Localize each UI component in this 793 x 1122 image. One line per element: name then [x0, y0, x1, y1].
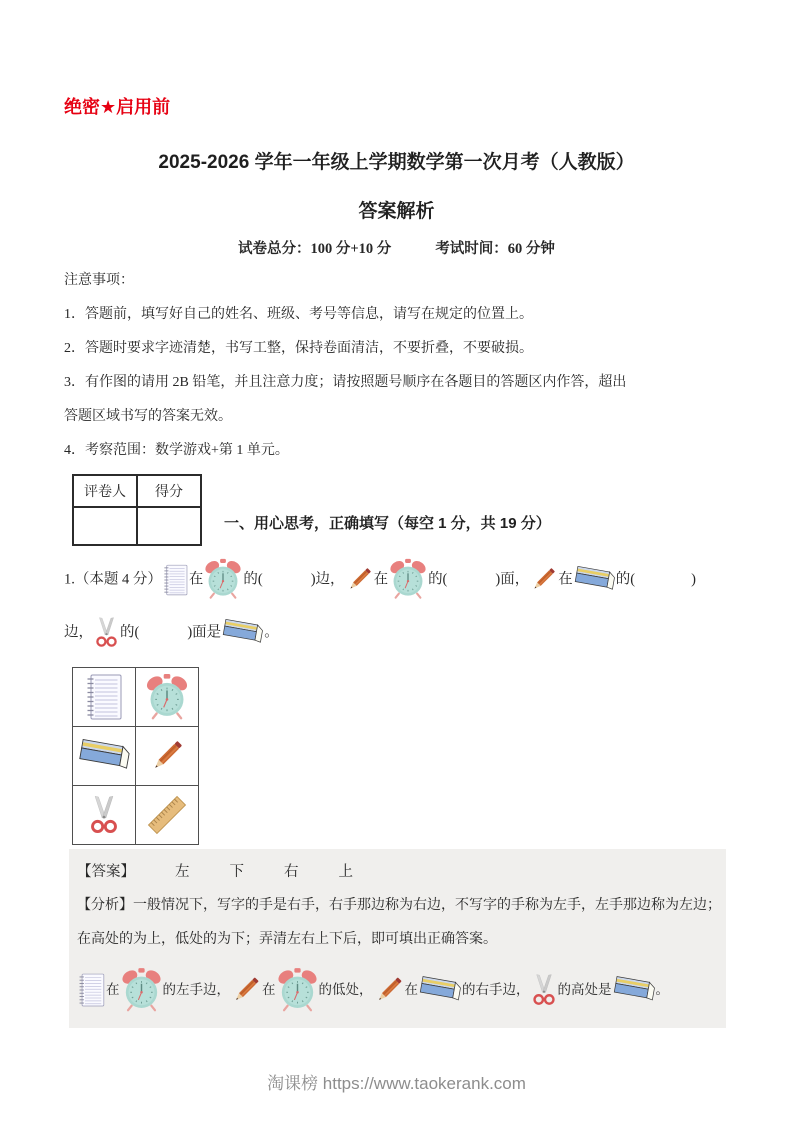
notebook-icon	[77, 965, 106, 1015]
eraser-icon	[573, 564, 616, 595]
pencil-icon	[345, 565, 374, 594]
answer-analysis-block	[69, 849, 726, 1028]
question-1-text: 的(	[120, 624, 140, 641]
question-1-text: 在	[373, 571, 389, 588]
analysis-text: 。	[655, 982, 669, 998]
question-1-text: 的(	[428, 571, 448, 588]
grid-cell-eraser	[73, 727, 136, 786]
eraser-icon	[221, 617, 264, 648]
notice-item-2: 2．答题时要求字迹清楚，书写工整，保持卷面清洁，不要折叠，不要破损。	[64, 341, 533, 356]
page-subtitle: 答案解析	[358, 201, 435, 222]
grid-cell-alarm-clock	[136, 668, 199, 727]
question-1	[64, 556, 729, 655]
ruler-icon	[145, 793, 189, 837]
secret-label: 绝密★启用前	[64, 97, 171, 117]
pencil-icon	[230, 974, 262, 1006]
answer-value-2: 下	[229, 864, 244, 881]
grid-cell-ruler	[136, 786, 199, 845]
question-1-text: 边，	[64, 624, 93, 641]
grid-row-1	[73, 668, 199, 727]
exam-time-label: 考试时间：60 分钟	[435, 241, 555, 257]
grader-and-section-row	[64, 474, 729, 546]
answer-value-3: 右	[284, 864, 299, 881]
notebook-icon	[84, 672, 124, 722]
grid-cell-notebook	[73, 668, 136, 727]
grid-row-2	[73, 727, 199, 786]
grid-cell-scissors	[73, 786, 136, 845]
pencil-icon	[529, 565, 558, 594]
question-1-text: 的(	[615, 571, 636, 588]
notice-item-1: 1．答题前，填写好自己的姓名、班级、考号等信息，请写在规定的位置上。	[64, 307, 533, 322]
grid-cell-pencil	[136, 727, 199, 786]
question-1-line-1	[64, 556, 729, 603]
notice-section	[64, 270, 729, 461]
analysis-text: 在	[404, 982, 418, 998]
question-1-text: )	[691, 571, 696, 588]
alarm-clock-icon	[388, 558, 428, 601]
notice-item-3-wrap: 答题区域书写的答案无效。	[64, 409, 232, 424]
analysis-text: 的右手边，	[462, 982, 530, 998]
question-1-number: 1.（本题 4 分）	[64, 571, 162, 588]
exam-meta	[64, 237, 729, 258]
question-1-text: 的(	[243, 571, 263, 588]
pencil-icon	[373, 974, 405, 1006]
analysis-line-1	[77, 895, 720, 916]
eraser-icon	[77, 737, 131, 775]
analysis-label: 【分析】	[77, 898, 133, 914]
grader-header-reviewer: 评卷人	[73, 475, 137, 507]
question-1-text: 。	[264, 624, 279, 641]
eraser-icon	[612, 974, 656, 1006]
alarm-clock-icon	[203, 558, 243, 601]
grader-header-score: 得分	[137, 475, 201, 507]
analysis-text: 的低处，	[318, 982, 373, 998]
notebook-icon	[162, 562, 189, 598]
analysis-text: 在	[106, 982, 120, 998]
section1-heading: 一、用心思考，正确填写（每空 1 分，共 19 分）	[224, 515, 551, 532]
analysis-icon-sentence	[77, 963, 720, 1016]
answer-label: 【答案】	[77, 864, 135, 881]
analysis-text: 的高处是	[557, 982, 612, 998]
site-watermark: 淘课榜 https://www.taokerank.com	[267, 1074, 526, 1093]
analysis-text: 的左手边，	[162, 982, 230, 998]
answer-value-1: 左	[175, 864, 190, 881]
grader-cell-reviewer	[73, 507, 137, 545]
scissors-icon	[87, 794, 121, 836]
alarm-clock-icon	[276, 967, 319, 1014]
objects-grid-table	[72, 667, 199, 845]
eraser-icon	[418, 974, 462, 1006]
notice-heading: 注意事项：	[64, 273, 134, 288]
question-1-text: )面是	[187, 624, 222, 641]
question-1-text: 在	[558, 571, 573, 588]
question-1-line-2	[64, 609, 729, 656]
question-1-text: )面，	[495, 571, 530, 588]
answer-value-4: 上	[338, 864, 353, 881]
answer-line	[77, 861, 720, 883]
alarm-clock-icon	[120, 967, 163, 1014]
pencil-icon	[148, 737, 186, 775]
question-1-text: )边，	[310, 571, 345, 588]
notice-item-3: 3．有作图的请用 2B 铅笔，并且注意力度；请按照题号顺序在各题目的答题区内作答，超出	[64, 375, 627, 390]
analysis-text: 一般情况下，写字的手是右手，右手那边称为右边，不写字的手称为左手，左手那边称为左边；	[133, 898, 721, 914]
analysis-line-2: 在高处的为上，低处的为下；弄清左右上下后，即可填出正确答案。	[77, 932, 497, 948]
grader-cell-score	[137, 507, 201, 545]
question-1-text: 在	[188, 571, 204, 588]
notice-item-4: 4．考察范围：数学游戏+第 1 单元。	[64, 443, 289, 458]
scissors-icon	[530, 971, 558, 1009]
analysis-text: 在	[262, 982, 276, 998]
grid-row-3	[73, 786, 199, 845]
page-title: 2025-2026 学年一年级上学期数学第一次月考（人教版）	[158, 152, 635, 173]
grader-table	[72, 474, 202, 546]
scissors-icon	[93, 616, 120, 649]
total-score-label: 试卷总分：100 分+10 分	[238, 241, 392, 257]
alarm-clock-icon	[144, 673, 190, 722]
